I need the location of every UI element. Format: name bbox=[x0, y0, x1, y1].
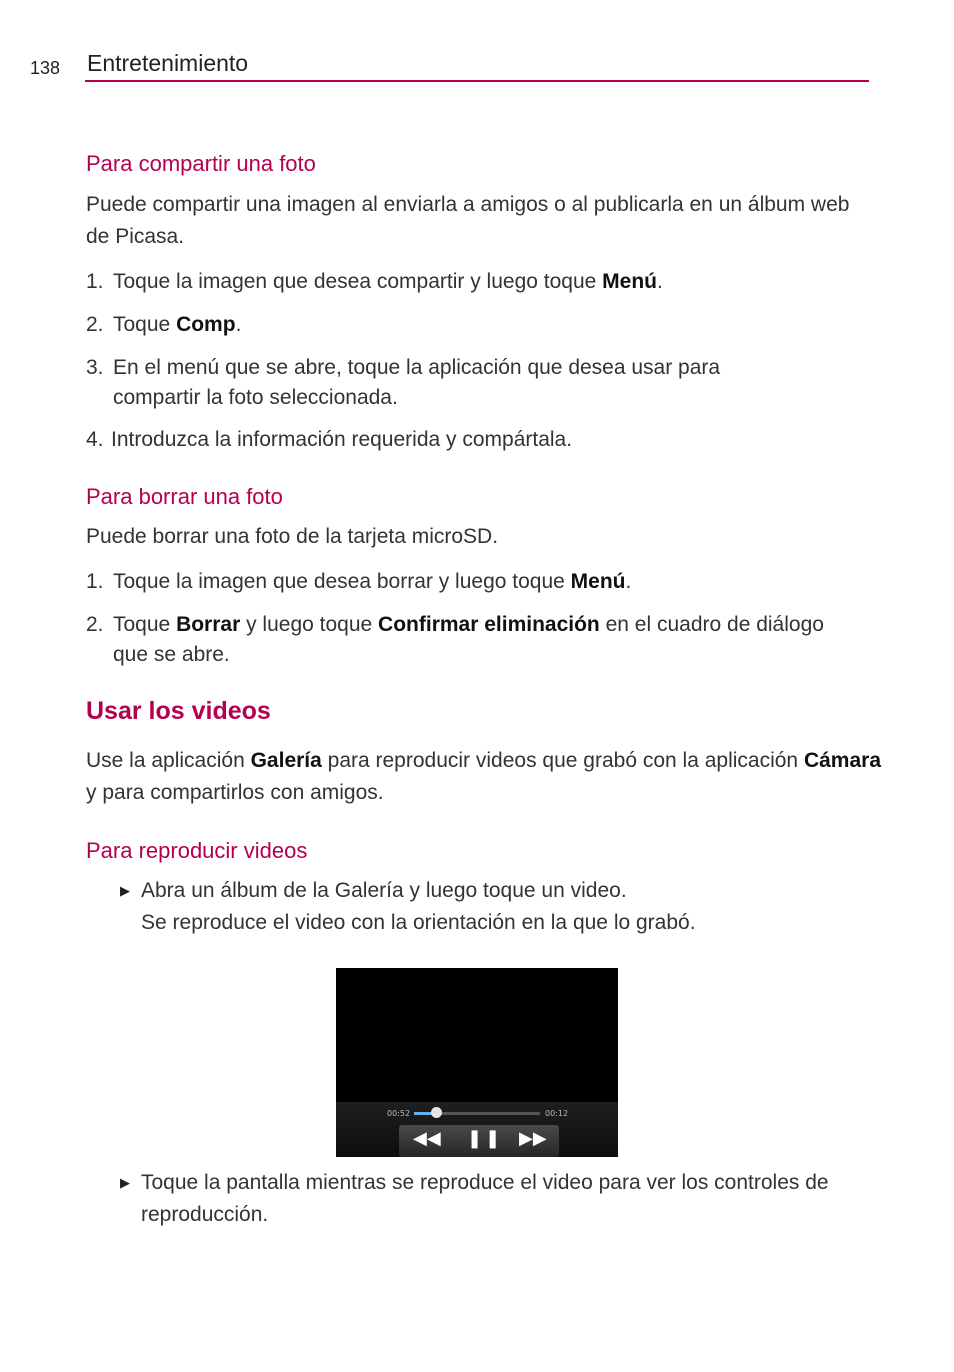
menu-term: Menú bbox=[570, 570, 626, 593]
header-rule bbox=[85, 80, 869, 82]
delete-heading: Para borrar una foto bbox=[86, 484, 283, 509]
bullet-line: Se reproduce el video con la orientación en la que lo grabó. bbox=[141, 911, 696, 934]
play-bullet-1 bbox=[120, 875, 880, 939]
step-text: En el menú que se abre, toque la aplicación que desea usar para compartir la foto seleccionada. bbox=[113, 356, 721, 409]
step-punct: . bbox=[625, 570, 632, 593]
menu-term: Menú bbox=[602, 270, 657, 293]
elapsed-time: 00:52 bbox=[387, 1109, 411, 1118]
intro-text: y para compartirlos con amigos. bbox=[86, 781, 384, 804]
videos-heading: Usar los videos bbox=[86, 697, 271, 725]
step-punct: . bbox=[235, 313, 242, 336]
share-heading: Para compartir una foto bbox=[86, 151, 316, 176]
step-text: en el cuadro de diálogo que se abre. bbox=[113, 613, 824, 666]
step-text: Toque la imagen que desea compartir y luego toque bbox=[113, 270, 603, 293]
page-number: 138 bbox=[30, 58, 61, 78]
share-step-1 bbox=[86, 267, 876, 297]
camara-term: Cámara bbox=[803, 749, 882, 772]
step-number: 2. bbox=[86, 313, 104, 336]
bullet-line: Abra un álbum de la Galería y luego toque un video. bbox=[141, 879, 627, 902]
pause-icon: ❚❚ bbox=[467, 1128, 504, 1149]
step-punct: . bbox=[656, 270, 663, 293]
borrar-term: Borrar bbox=[176, 613, 241, 636]
bullet-triangle-icon: ▶ bbox=[120, 883, 130, 898]
step-text: Toque bbox=[113, 313, 177, 336]
galeria-term: Galería bbox=[250, 749, 322, 772]
play-heading: Para reproducir videos bbox=[86, 838, 308, 863]
delete-step-1 bbox=[86, 567, 876, 597]
rewind-icon: ◀◀ bbox=[413, 1128, 441, 1149]
step-text: Introduzca la información requerida y compártala. bbox=[111, 428, 573, 451]
section-title: Entretenimiento bbox=[87, 50, 249, 76]
confirmar-term: Confirmar eliminación bbox=[378, 613, 600, 636]
total-time: 00:12 bbox=[545, 1109, 569, 1118]
fast-forward-icon: ▶▶ bbox=[519, 1128, 547, 1149]
share-step-3 bbox=[86, 353, 806, 413]
step-number: 2. bbox=[86, 613, 104, 636]
videos-intro bbox=[86, 745, 886, 809]
intro-text: para reproducir videos que grabó con la aplicación bbox=[321, 749, 804, 772]
delete-step-2 bbox=[86, 610, 846, 670]
play-bullet-2 bbox=[120, 1167, 880, 1231]
step-text: Toque la imagen que desea borrar y luego toque bbox=[113, 570, 571, 593]
share-intro: Puede compartir una imagen al enviarla a amigos o al publicarla en un álbum web de Picasa. bbox=[86, 193, 850, 248]
share-step-4 bbox=[86, 425, 876, 455]
step-number: 1. bbox=[86, 270, 104, 293]
bullet-text: Toque la pantalla mientras se reproduce el video para ver los controles de reproducción. bbox=[141, 1171, 829, 1226]
share-step-2 bbox=[86, 310, 876, 340]
step-number: 4. bbox=[86, 428, 104, 451]
step-text: y luego toque bbox=[240, 613, 379, 636]
step-number: 3. bbox=[86, 356, 104, 379]
step-text: Toque bbox=[113, 613, 177, 636]
comp-term: Comp bbox=[176, 313, 236, 336]
delete-intro: Puede borrar una foto de la tarjeta microSD. bbox=[86, 525, 499, 548]
intro-text: Use la aplicación bbox=[86, 749, 251, 772]
bullet-triangle-icon: ▶ bbox=[120, 1175, 130, 1190]
step-number: 1. bbox=[86, 570, 104, 593]
progress-knob bbox=[431, 1107, 442, 1118]
